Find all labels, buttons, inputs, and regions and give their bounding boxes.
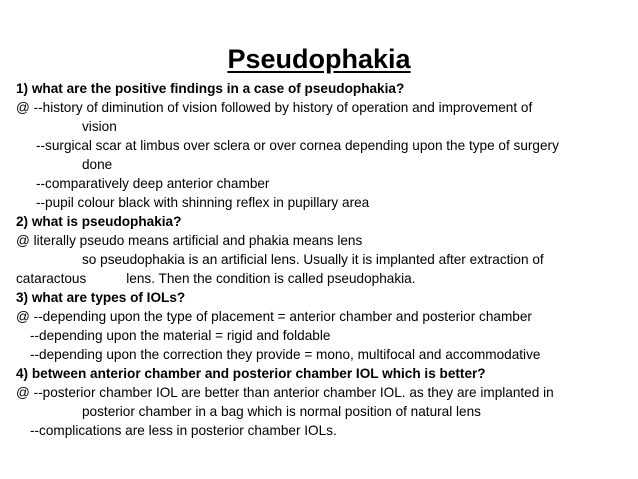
page-title: Pseudophakia — [227, 44, 411, 74]
answer-line: vision — [82, 119, 117, 134]
question-4: 4) between anterior chamber and posterior chamber IOL which is better? — [16, 366, 486, 381]
answer-line: --pupil colour black with shinning reflex in pupillary area — [36, 195, 370, 210]
answer-line: @ literally pseudo means artificial and phakia means lens — [16, 233, 363, 248]
answer-line: posterior chamber in a bag which is normal position of natural lens — [82, 404, 481, 419]
question-1: 1) what are the positive findings in a case of pseudophakia? — [16, 81, 405, 96]
answer-line: @ --history of diminution of vision followed by history of operation and improvement of — [16, 100, 533, 115]
answer-fragment: lens. Then the condition is called pseudophakia. — [126, 271, 416, 286]
answer-line: --surgical scar at limbus over sclera or over cornea depending upon the type of surgery — [36, 138, 559, 153]
answer-line — [16, 270, 415, 288]
answer-line: --depending upon the correction they provide = mono, multifocal and accommodative — [30, 347, 541, 362]
answer-line: --comparatively deep anterior chamber — [36, 176, 270, 191]
question-2: 2) what is pseudophakia? — [16, 214, 182, 229]
answer-line: @ --posterior chamber IOL are better than anterior chamber IOL. as they are implanted in — [16, 385, 554, 400]
answer-line: --complications are less in posterior chamber IOLs. — [30, 423, 337, 438]
answer-line: done — [82, 157, 113, 172]
question-3: 3) what are types of IOLs? — [16, 290, 186, 305]
answer-fragment: cataractous — [16, 271, 87, 286]
answer-line: so pseudophakia is an artificial lens. Usually it is implanted after extraction of — [82, 252, 544, 267]
answer-line: @ --depending upon the type of placement = anterior chamber and posterior chamber — [16, 309, 532, 324]
answer-line: --depending upon the material = rigid and foldable — [30, 328, 331, 343]
